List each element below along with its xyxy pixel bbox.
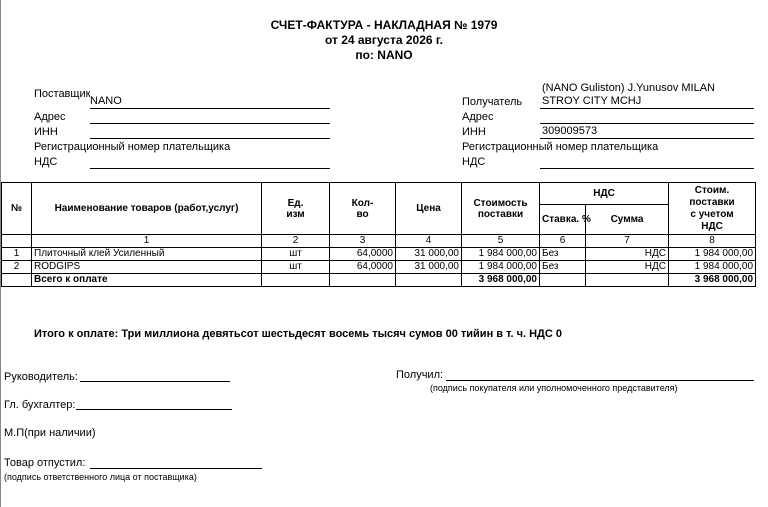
recipient-value-line2: STROY CITY MCHJ xyxy=(542,95,642,107)
recipient-value-line1: (NANO Guliston) J.Yunusov MILAN xyxy=(542,82,716,94)
row-vat-sum: НДС xyxy=(586,261,669,274)
header-vat-sum: Сумма xyxy=(586,205,669,235)
supplier-value: NANO xyxy=(90,95,122,107)
stamp-label: М.П(при наличии) xyxy=(4,427,96,439)
header-name: Наименование товаров (работ,услуг) xyxy=(32,183,262,235)
received-signature-note: (подпись покупателя или уполномоченного представителя) xyxy=(430,383,678,393)
released-signature-note: (подпись ответственного лица от поставщика) xyxy=(4,472,197,482)
row-vat-rate: Без xyxy=(540,248,586,261)
header-qty-line2: во xyxy=(356,208,369,220)
column-number: 3 xyxy=(330,235,396,248)
accountant-signature-line xyxy=(76,409,232,410)
head-signature-line xyxy=(80,381,230,382)
header-cost xyxy=(462,183,540,235)
row-unit: шт xyxy=(262,261,330,274)
recipient-vat-label: НДС xyxy=(462,156,486,168)
supplier-reg-label: Регистрационный номер плательщика xyxy=(34,141,231,153)
column-number-row xyxy=(2,235,756,248)
table-row xyxy=(2,248,756,261)
column-number xyxy=(2,235,32,248)
header-unit-line2: изм xyxy=(286,208,305,220)
row-unit: шт xyxy=(262,248,330,261)
header-cost-line1: Стоимость xyxy=(473,197,528,209)
page-edge xyxy=(0,0,1,507)
items-table xyxy=(1,182,756,287)
recipient-vat-underline xyxy=(540,168,754,169)
total-empty xyxy=(540,274,586,287)
total-with-vat: 3 968 000,00 xyxy=(669,274,756,287)
row-no: 2 xyxy=(2,261,32,274)
row-cost: 1 984 000,00 xyxy=(462,261,540,274)
row-qty: 64,0000 xyxy=(330,248,396,261)
released-signature-label: Товар отпустил: xyxy=(4,457,86,469)
total-empty xyxy=(586,274,669,287)
header-no: № xyxy=(2,183,32,235)
total-cost: 3 968 000,00 xyxy=(462,274,540,287)
row-price: 31 000,00 xyxy=(396,248,462,261)
supplier-address-label: Адрес xyxy=(34,111,66,123)
header-vat-rate: Ставка. % xyxy=(540,205,586,235)
header-vat: НДС xyxy=(540,183,669,205)
total-empty xyxy=(330,274,396,287)
recipient-inn-value: 309009573 xyxy=(542,125,598,137)
accountant-signature-label: Гл. бухгалтер: xyxy=(4,399,76,411)
row-qty: 64,0000 xyxy=(330,261,396,274)
header-total-line3: с учетом xyxy=(690,208,734,220)
total-empty xyxy=(396,274,462,287)
column-number: 4 xyxy=(396,235,462,248)
row-total: 1 984 000,00 xyxy=(669,248,756,261)
supplier-address-underline xyxy=(90,123,330,124)
header-cost-line2: поставки xyxy=(477,208,524,220)
total-empty xyxy=(262,274,330,287)
document-date: от 24 августа 2026 г. xyxy=(324,33,444,47)
row-cost: 1 984 000,00 xyxy=(462,248,540,261)
total-row xyxy=(2,274,756,287)
header-total-line1: Стоим. xyxy=(694,184,730,196)
header-total-line2: поставки xyxy=(689,196,735,208)
row-price: 31 000,00 xyxy=(396,261,462,274)
document-by: по: NANO xyxy=(355,48,413,62)
head-signature-label: Руководитель: xyxy=(4,371,78,383)
recipient-underline xyxy=(540,108,754,109)
supplier-inn-underline xyxy=(90,138,330,139)
document-title: СЧЕТ-ФАКТУРА - НАКЛАДНАЯ № 1979 xyxy=(270,18,498,32)
recipient-reg-label: Регистрационный номер плательщика xyxy=(462,141,659,153)
row-total: 1 984 000,00 xyxy=(669,261,756,274)
recipient-address-label: Адрес xyxy=(462,111,494,123)
row-no: 1 xyxy=(2,248,32,261)
recipient-label: Получатель xyxy=(462,96,523,108)
supplier-vat-underline xyxy=(90,168,330,169)
total-label: Всего к оплате xyxy=(32,274,262,287)
header-unit-line1: Ед. xyxy=(287,197,304,209)
row-name: RODGIPS xyxy=(32,261,262,274)
recipient-inn-label: ИНН xyxy=(462,126,486,138)
total-empty xyxy=(2,274,32,287)
recipient-address-underline xyxy=(540,123,754,124)
row-name: Плиточный клей Усиленный xyxy=(32,248,262,261)
row-vat-sum: НДС xyxy=(586,248,669,261)
column-number: 1 xyxy=(32,235,262,248)
header-price: Цена xyxy=(396,183,462,235)
column-number: 5 xyxy=(462,235,540,248)
supplier-vat-label: НДС xyxy=(34,156,58,168)
released-signature-line xyxy=(90,468,262,469)
supplier-inn-label: ИНН xyxy=(34,126,58,138)
amount-in-words: Итого к оплате: Три миллиона девятьсот шестьдесят восемь тысяч сумов 00 тийин в т. ч. НДС 0 xyxy=(34,328,563,340)
recipient-inn-underline xyxy=(540,138,754,139)
column-number: 8 xyxy=(669,235,756,248)
received-signature-label: Получил: xyxy=(396,369,444,381)
header-total-line4: НДС xyxy=(701,220,723,232)
header-unit xyxy=(262,183,330,235)
header-qty xyxy=(330,183,396,235)
header-qty-line1: Кол- xyxy=(351,197,374,209)
column-number: 7 xyxy=(586,235,669,248)
received-signature-line xyxy=(446,380,754,381)
column-number: 2 xyxy=(262,235,330,248)
table-row xyxy=(2,261,756,274)
supplier-label: Поставщик xyxy=(34,88,91,100)
header-total xyxy=(669,183,756,235)
row-vat-rate: Без xyxy=(540,261,586,274)
column-number: 6 xyxy=(540,235,586,248)
supplier-underline xyxy=(90,108,330,109)
